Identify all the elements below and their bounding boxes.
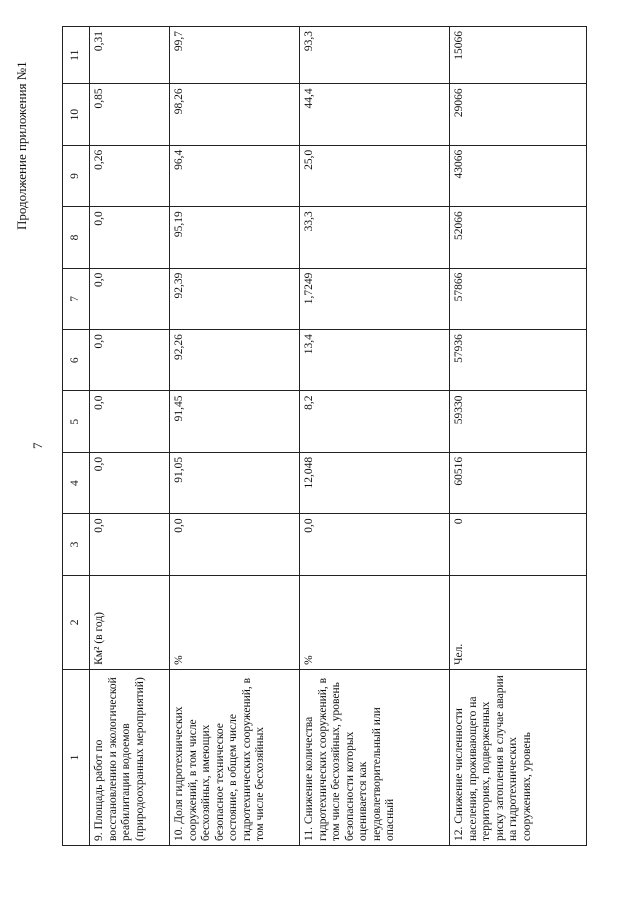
column-number: 11 xyxy=(63,27,90,84)
value-cell: 0,0 xyxy=(300,514,450,575)
value-cell: 15066 xyxy=(450,27,587,84)
indicator-name: 12. Снижение численности населения, проживающего на территориях, подверженных риску затопления в случае аварии на гидротехнических сооружениях, уровень xyxy=(450,669,587,845)
value-cell: 8,2 xyxy=(300,391,450,452)
column-number: 9 xyxy=(63,145,90,206)
value-cell: 91,05 xyxy=(170,452,300,513)
value-cell: 43066 xyxy=(450,145,587,206)
value-cell: 13,4 xyxy=(300,330,450,391)
table-row xyxy=(450,27,587,846)
value-cell: 92,26 xyxy=(170,330,300,391)
column-number: 2 xyxy=(63,575,90,669)
column-number: 6 xyxy=(63,330,90,391)
value-cell: 0,0 xyxy=(170,514,300,575)
value-cell: 0,0 xyxy=(90,391,170,452)
value-cell: 1,7249 xyxy=(300,268,450,329)
indicator-unit: Чел. xyxy=(450,575,587,669)
value-cell: 0,0 xyxy=(90,268,170,329)
table-row xyxy=(170,27,300,846)
value-cell: 52066 xyxy=(450,207,587,268)
value-cell: 59330 xyxy=(450,391,587,452)
value-cell: 60516 xyxy=(450,452,587,513)
indicator-unit: Км² (в год) xyxy=(90,575,170,669)
appendix-label: Продолжение приложения №1 xyxy=(14,61,29,230)
indicator-name: 9. Площадь работ по восстановлению и экологической реабилитации водоемов (природоохранных мероприятий) xyxy=(90,669,170,845)
column-number: 7 xyxy=(63,268,90,329)
value-cell: 0,0 xyxy=(90,207,170,268)
value-cell: 91,45 xyxy=(170,391,300,452)
value-cell: 0,0 xyxy=(90,452,170,513)
value-cell: 57936 xyxy=(450,330,587,391)
value-cell: 33,3 xyxy=(300,207,450,268)
indicators-table-frame xyxy=(62,26,587,846)
value-cell: 0,85 xyxy=(90,84,170,145)
indicator-name: 11. Снижение количества гидротехнических сооружений, в том числе бесхозяйных, уровень безопасности которых оценивается как неудовлетворительный или опасный xyxy=(300,669,450,845)
value-cell: 0,0 xyxy=(90,330,170,391)
value-cell: 29066 xyxy=(450,84,587,145)
value-cell: 92,39 xyxy=(170,268,300,329)
indicator-name: 10. Доля гидротехнических сооружений, в том числе бесхозяйных, имеющих безопасное техническое состояние, в общем числе гидротехнических сооружений, в том числе бесхозяйных xyxy=(170,669,300,845)
column-number: 8 xyxy=(63,207,90,268)
value-cell: 0,31 xyxy=(90,27,170,84)
value-cell: 95,19 xyxy=(170,207,300,268)
value-cell: 57866 xyxy=(450,268,587,329)
table-row xyxy=(90,27,170,846)
value-cell: 0,26 xyxy=(90,145,170,206)
column-number: 1 xyxy=(63,669,90,845)
page-number: 7 xyxy=(30,442,45,449)
indicators-table xyxy=(62,26,587,846)
value-cell: 0,0 xyxy=(90,514,170,575)
column-number: 5 xyxy=(63,391,90,452)
indicator-unit: % xyxy=(170,575,300,669)
value-cell: 25,0 xyxy=(300,145,450,206)
value-cell: 93,3 xyxy=(300,27,450,84)
table-row xyxy=(300,27,450,846)
value-cell: 0 xyxy=(450,514,587,575)
value-cell: 98,26 xyxy=(170,84,300,145)
value-cell: 96,4 xyxy=(170,145,300,206)
column-number-row xyxy=(63,27,90,846)
value-cell: 44,4 xyxy=(300,84,450,145)
column-number: 3 xyxy=(63,514,90,575)
column-number: 4 xyxy=(63,452,90,513)
value-cell: 12,048 xyxy=(300,452,450,513)
value-cell: 99,7 xyxy=(170,27,300,84)
column-number: 10 xyxy=(63,84,90,145)
indicator-unit: % xyxy=(300,575,450,669)
